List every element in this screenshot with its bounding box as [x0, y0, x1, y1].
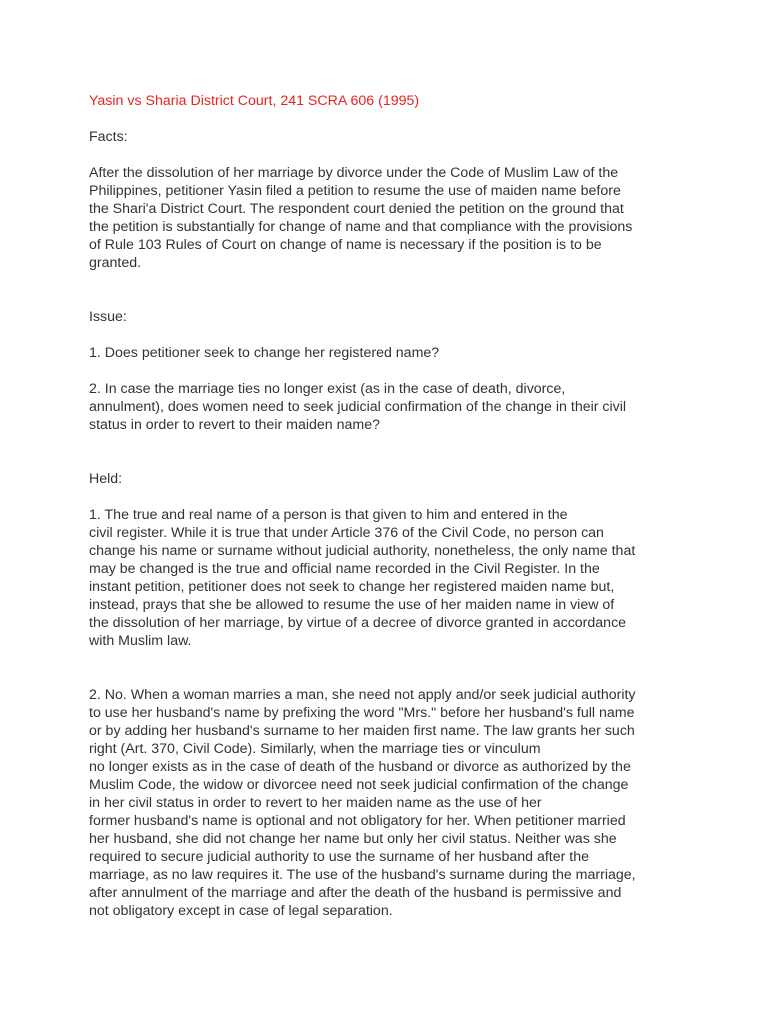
facts-paragraph: [89, 164, 689, 272]
paragraph-line: change his name or surname without judicial authority, nonetheless, the only name that: [89, 543, 636, 559]
paragraph-line: not obligatory except in case of legal separation.: [89, 903, 393, 919]
paragraph-line: marriage, as no law requires it. The use of the husband's surname during the marriage,: [89, 867, 636, 883]
paragraph-line: may be changed is the true and official name recorded in the Civil Register. In the: [89, 561, 600, 577]
paragraph-line: annulment), does women need to seek judicial confirmation of the change in their civil: [89, 399, 627, 415]
paragraph-line: with Muslim law.: [89, 633, 192, 649]
paragraph-line: granted.: [89, 255, 142, 271]
paragraph-line: to use her husband's name by prefixing the word "Mrs." before her husband's full name: [89, 705, 635, 721]
paragraph-line: the dissolution of her marriage, by virtue of a decree of divorce granted in accordance: [89, 615, 627, 631]
paragraph-line: of Rule 103 Rules of Court on change of name is necessary if the position is to be: [89, 237, 602, 253]
held-item-2: [89, 686, 689, 920]
issue-item-2: [89, 380, 689, 434]
paragraph-line: status in order to revert to their maiden name?: [89, 417, 380, 433]
paragraph-line: After the dissolution of her marriage by divorce under the Code of Muslim Law of the: [89, 165, 619, 181]
spacer: [89, 668, 689, 686]
paragraph-line: after annulment of the marriage and after the death of the husband is permissive and: [89, 885, 622, 901]
document-content: [89, 92, 689, 938]
paragraph-line: no longer exists as in the case of death of the husband or divorce as authorized by the: [89, 759, 631, 775]
paragraph-line: required to secure judicial authority to use the surname of her husband after the: [89, 849, 590, 865]
paragraph-line: 2. In case the marriage ties no longer exist (as in the case of death, divorce,: [89, 381, 566, 397]
paragraph-line: right (Art. 370, Civil Code). Similarly, when the marriage ties or vinculum: [89, 741, 541, 757]
paragraph-line: 2. No. When a woman marries a man, she need not apply and/or seek judicial authority: [89, 687, 636, 703]
paragraph-line: former husband's name is optional and not obligatory for her. When petitioner married: [89, 813, 626, 829]
paragraph-line: Philippines, petitioner Yasin filed a petition to resume the use of maiden name before: [89, 183, 621, 199]
issue-heading: Issue:: [89, 309, 127, 325]
held-heading: Held:: [89, 471, 123, 487]
spacer: [89, 290, 689, 308]
facts-heading: Facts:: [89, 129, 128, 145]
issue-item-1: [89, 344, 689, 362]
paragraph-line: instead, prays that she be allowed to resume the use of her maiden name in view of: [89, 597, 615, 613]
paragraph-line: her husband, she did not change her name but only her civil status. Neither was she: [89, 831, 617, 847]
paragraph-line: in her civil status in order to revert to her maiden name as the use of her: [89, 795, 542, 811]
paragraph-line: civil register. While it is true that under Article 376 of the Civil Code, no person can: [89, 525, 604, 541]
paragraph-line: 1. Does petitioner seek to change her registered name?: [89, 345, 440, 361]
paragraph-line: the petition is substantially for change of name and that compliance with the provisions: [89, 219, 633, 235]
document-title: Yasin vs Sharia District Court, 241 SCRA 606 (1995): [89, 93, 420, 109]
paragraph-line: or by adding her husband's surname to her maiden first name. The law grants her such: [89, 723, 635, 739]
paragraph-line: 1. The true and real name of a person is that given to him and entered in the: [89, 507, 568, 523]
held-item-1: [89, 506, 689, 650]
paragraph-line: instant petition, petitioner does not seek to change her registered maiden name but,: [89, 579, 615, 595]
paragraph-line: the Shari'a District Court. The respondent court denied the petition on the ground that: [89, 201, 624, 217]
spacer: [89, 452, 689, 470]
paragraph-line: Muslim Code, the widow or divorcee need not seek judicial confirmation of the change: [89, 777, 629, 793]
